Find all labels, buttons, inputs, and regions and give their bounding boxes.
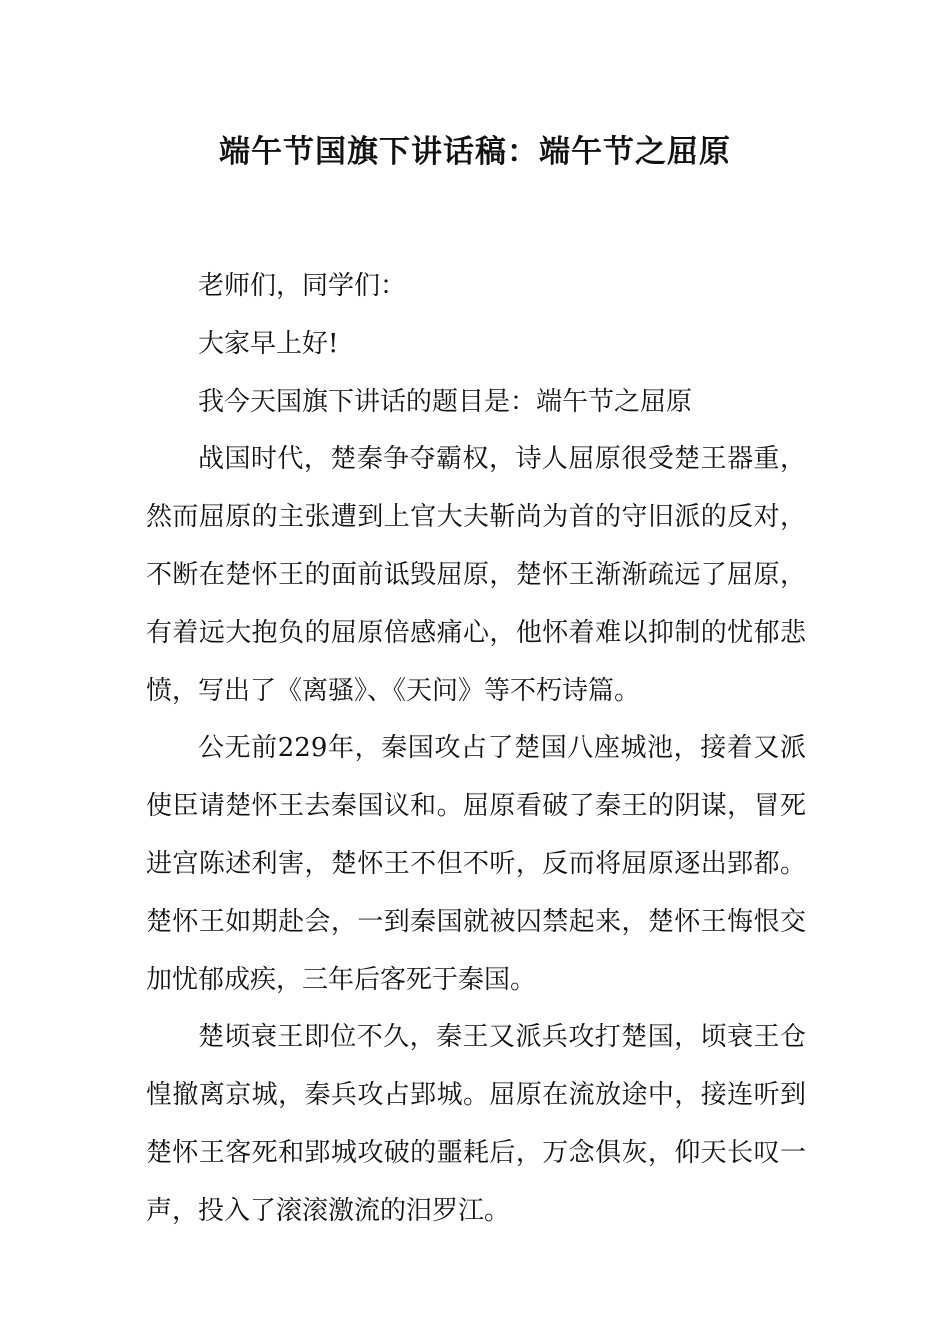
paragraph-warring-states: 战国时代，楚秦争夺霸权，诗人屈原很受楚王器重，然而屈原的主张遭到上官大夫靳尚为首的守旧派的反对，不断在楚怀王的面前诋毁屈原，楚怀王渐渐疏远了屈原，有着远大抱负的屈原倍感痛心，他怀着难以抑制的忧郁悲愤，写出了《离骚》、《天问》等不朽诗篇。 bbox=[146, 444, 806, 706]
paragraph-topic: 我今天国旗下讲话的题目是：端午节之屈原 bbox=[198, 386, 693, 417]
paragraph-qin-attack: 公无前229年，秦国攻占了楚国八座城池，接着又派使臣请楚怀王去秦国议和。屈原看破了秦王的阴谋，冒死进宫陈述利害，楚怀王不但不听，反而将屈原逐出郢都。楚怀王如期赴会，一到秦国就被囚禁起来，楚怀王悔恨交加忧郁成疾，三年后客死于秦国。 bbox=[146, 733, 806, 995]
document-title: 端午节国旗下讲话稿：端午节之屈原 bbox=[219, 134, 731, 170]
document-body bbox=[146, 258, 806, 1241]
paragraph-greeting: 大家早上好! bbox=[198, 328, 339, 359]
paragraph-miluo-river: 楚顷衰王即位不久，秦王又派兵攻打楚国，顷衰王仓惶撤离京城，秦兵攻占郢城。屈原在流放途中，接连听到楚怀王客死和郢城攻破的噩耗后，万念俱灰，仰天长叹一声，投入了滚滚激流的汨罗江。 bbox=[146, 1022, 806, 1226]
paragraph-salutation: 老师们，同学们： bbox=[198, 271, 407, 301]
